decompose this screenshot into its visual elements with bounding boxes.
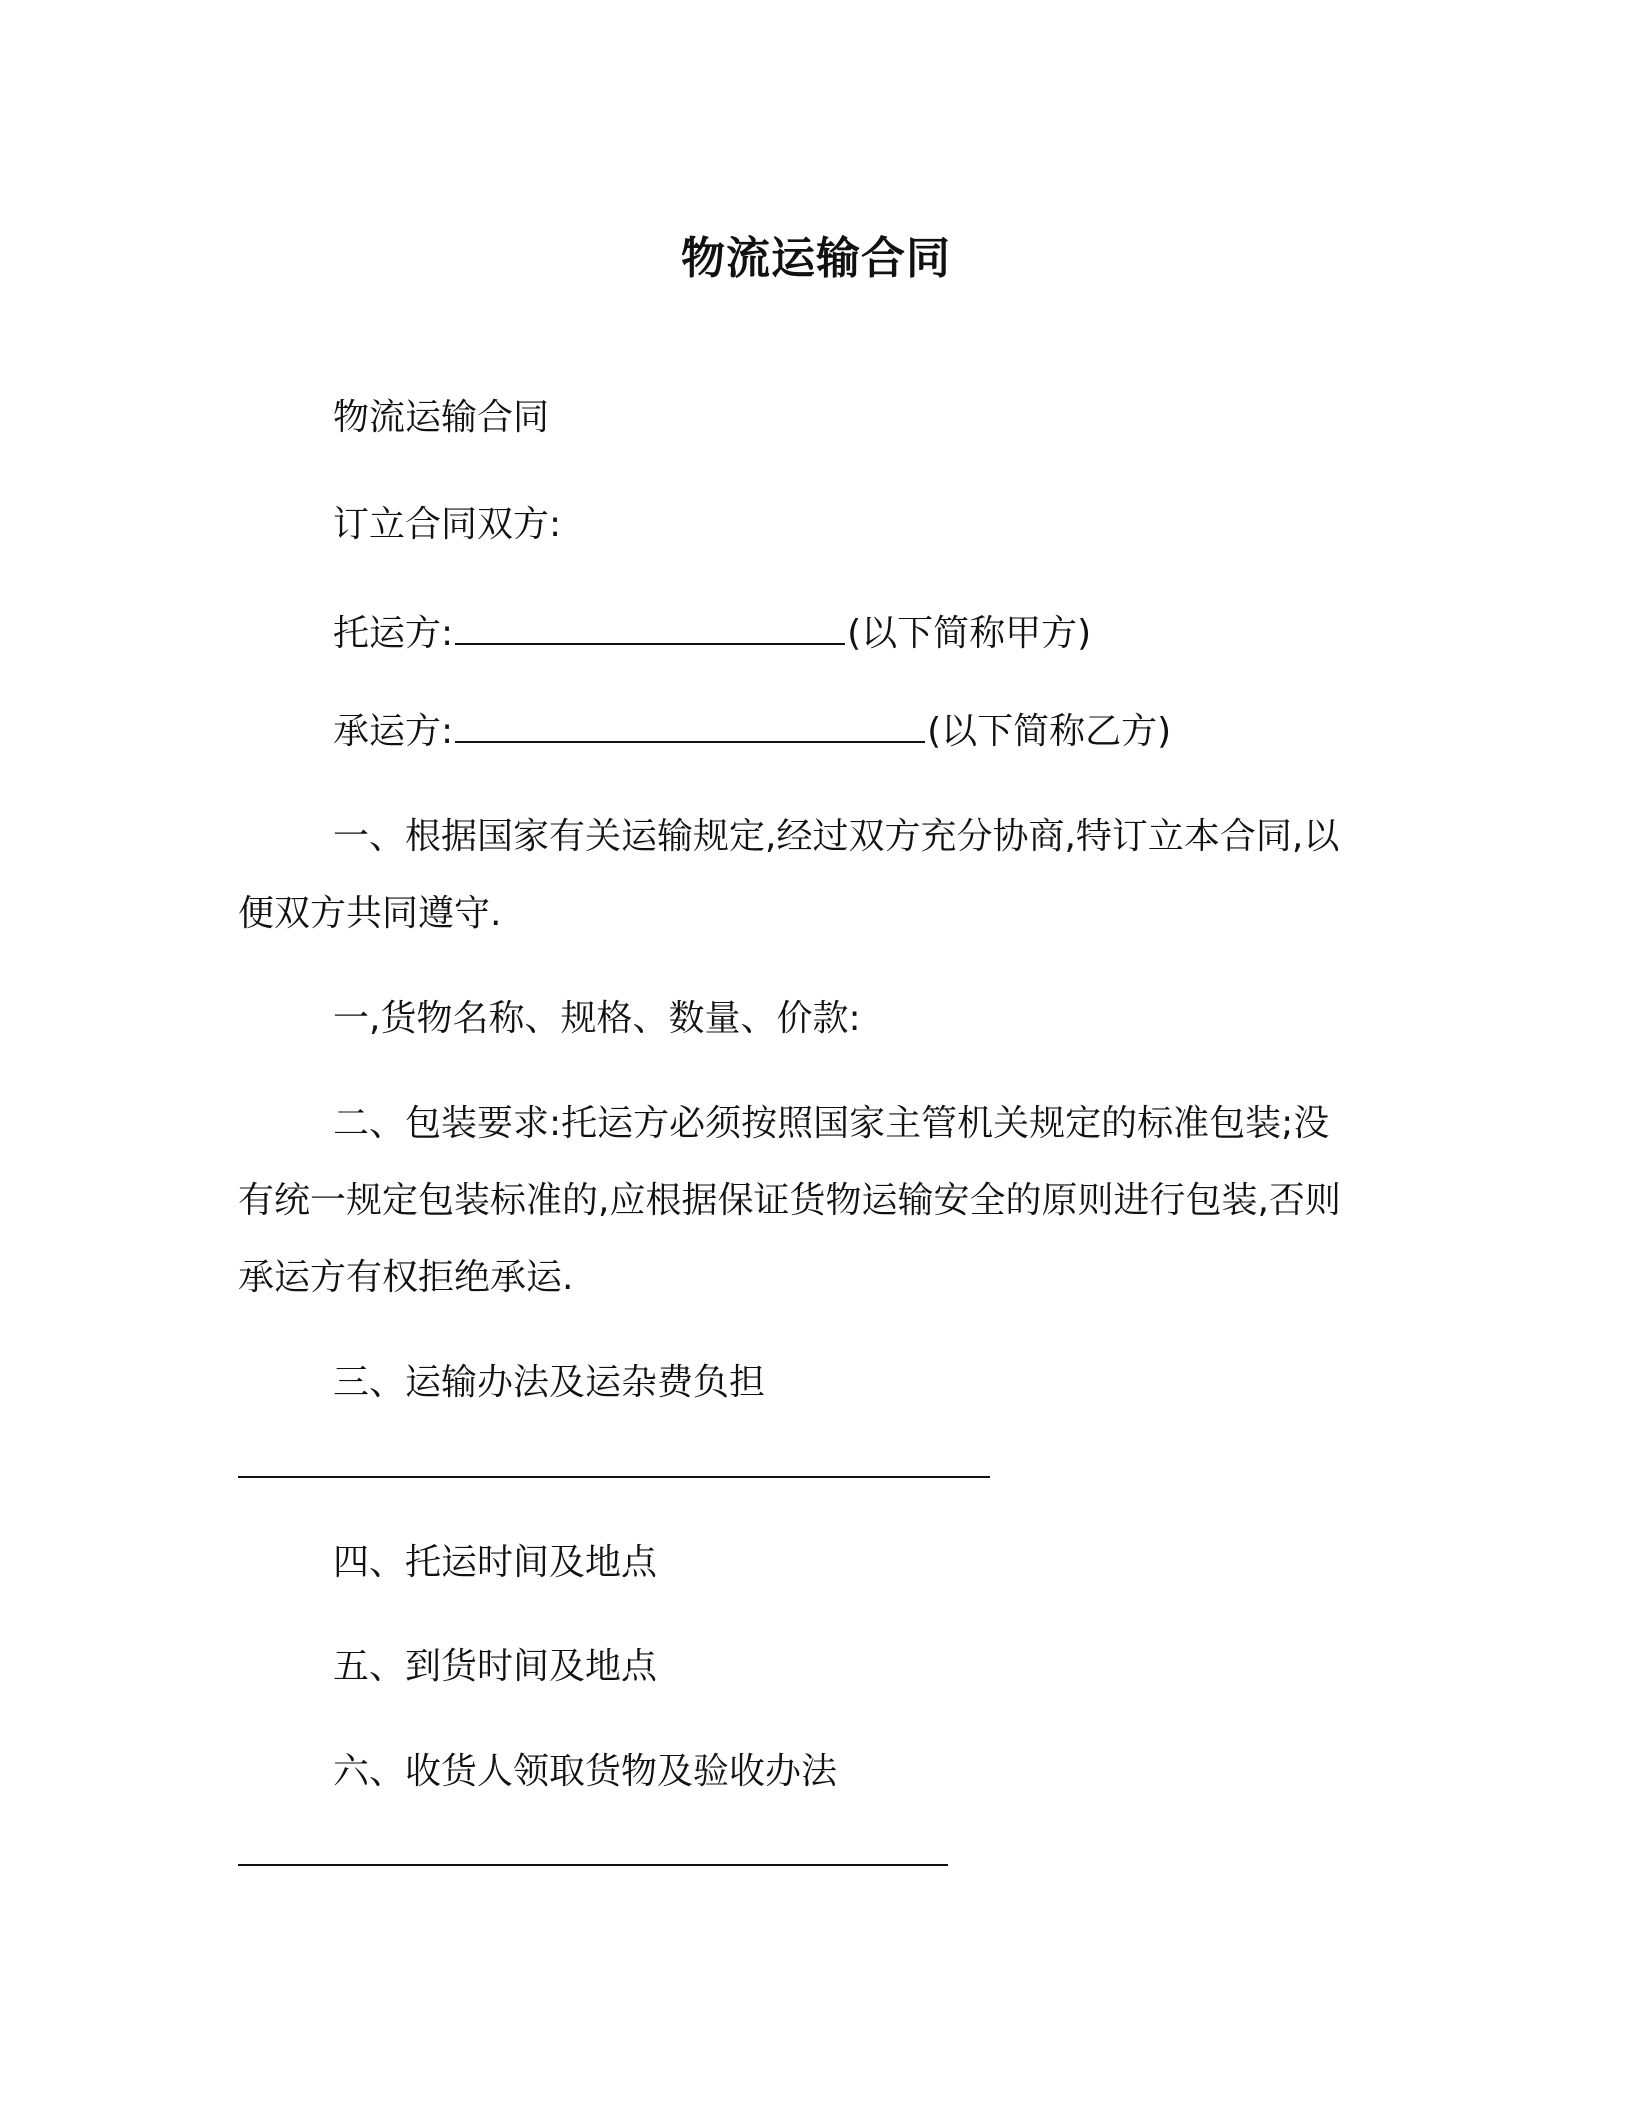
clause-intro-line-1: 一、根据国家有关运输规定,经过双方充分协商,特订立本合同,以 [333, 816, 1340, 857]
clause-arrival-time: 五、到货时间及地点 [333, 1646, 658, 1687]
clause-packing-line-3: 承运方有权拒绝承运. [238, 1257, 574, 1298]
clause-shipping-time: 四、托运时间及地点 [333, 1542, 658, 1583]
carrier-blank [455, 711, 925, 743]
contract-heading: 物流运输合同 [333, 397, 550, 438]
clause-transport: 三、运输办法及运杂费负担 [333, 1362, 766, 1403]
clause-packing-line-1: 二、包装要求:托运方必须按照国家主管机关规定的标准包装;没 [333, 1103, 1330, 1144]
document-title: 物流运输合同 [681, 233, 951, 284]
shipper-label: 托运方: [333, 613, 454, 654]
clause-goods: 一,货物名称、规格、数量、价款: [333, 998, 861, 1039]
shipper-blank [455, 613, 845, 645]
fill-in-line-transport [238, 1476, 990, 1478]
shipper-suffix: (以下简称甲方) [847, 613, 1092, 654]
clause-intro-line-2: 便双方共同遵守. [238, 893, 502, 934]
carrier-line [333, 710, 1171, 754]
carrier-label: 承运方: [333, 711, 454, 752]
clause-packing-line-2: 有统一规定包装标准的,应根据保证货物运输安全的原则进行包装,否则 [238, 1180, 1341, 1221]
parties-intro: 订立合同双方: [333, 504, 562, 545]
shipper-line [333, 612, 1091, 656]
fill-in-line-receipt [238, 1864, 948, 1866]
clause-receipt: 六、收货人领取货物及验收办法 [333, 1751, 838, 1792]
carrier-suffix: (以下简称乙方) [927, 711, 1172, 752]
